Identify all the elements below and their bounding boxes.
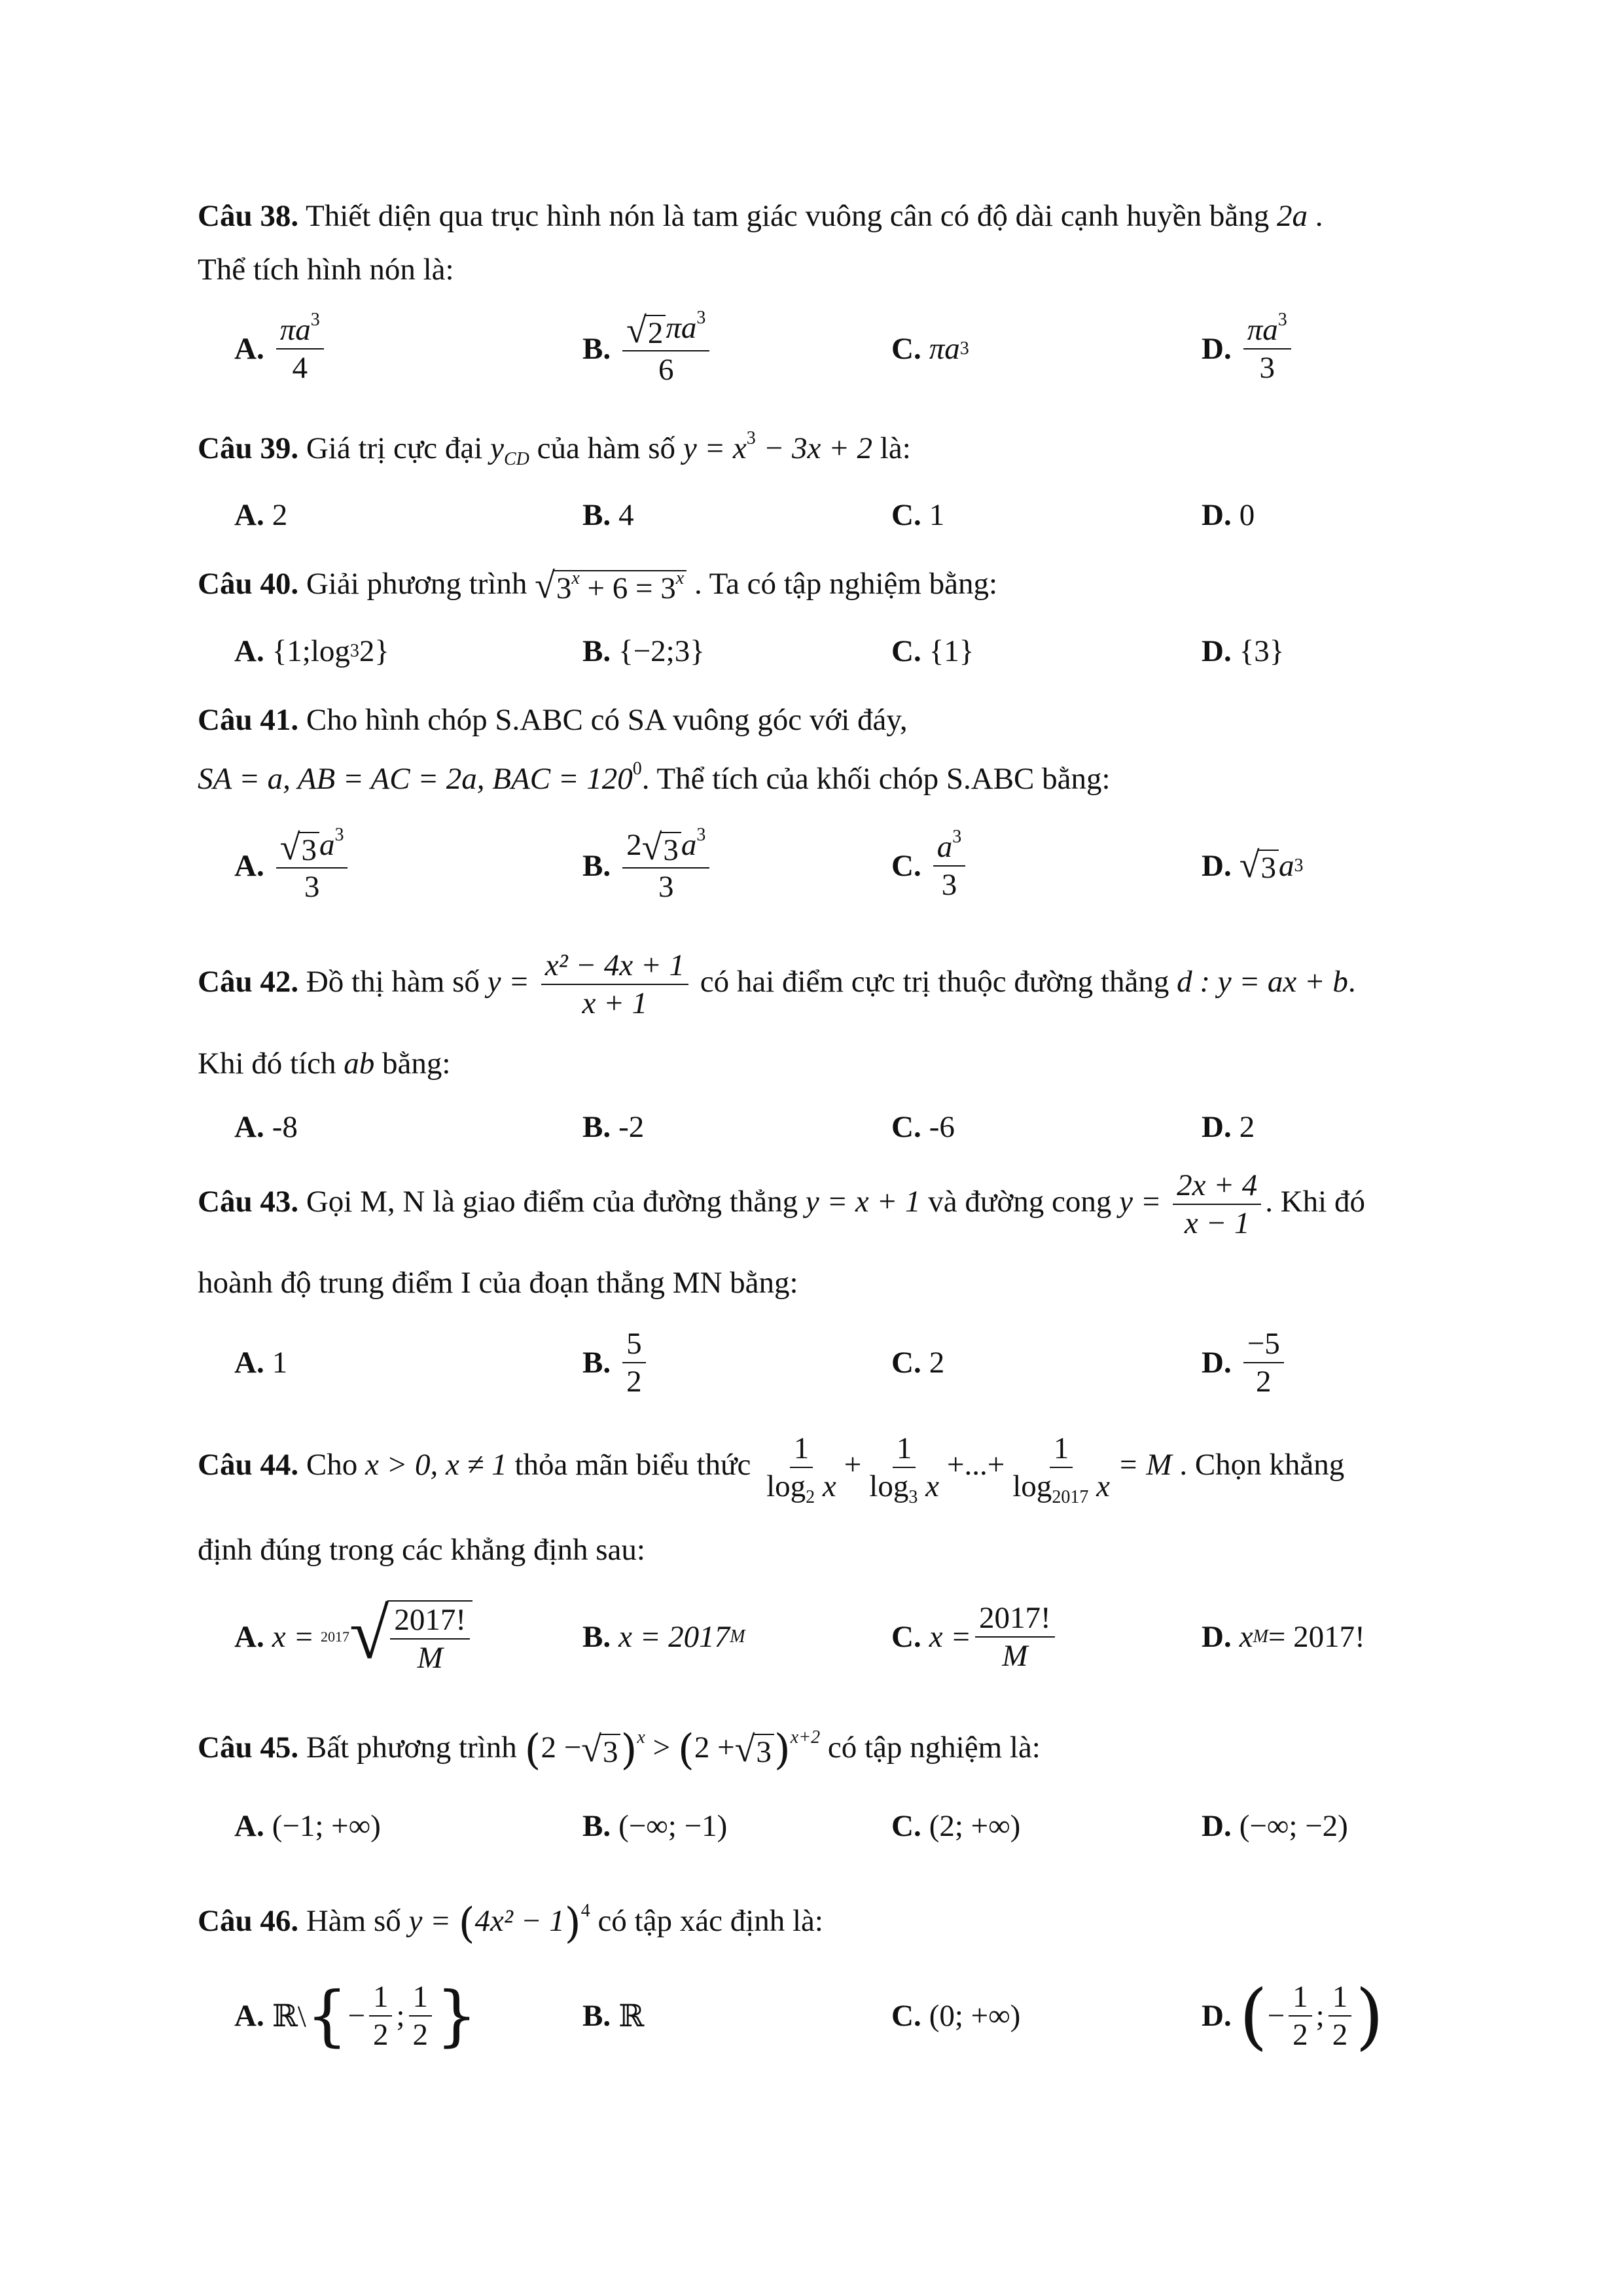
option-value: 4 (618, 498, 634, 532)
option-label: B. (582, 1110, 611, 1144)
question-text: Bất phương trình (306, 1731, 517, 1765)
option-label: A. (234, 332, 264, 366)
question-39-line1 (198, 429, 1441, 468)
question-number: Câu 39. (198, 431, 299, 465)
option-label: C. (891, 498, 921, 532)
option-label: A. (234, 1346, 264, 1380)
question-42-options (0, 1091, 1623, 1163)
subscript: 2017 (1052, 1487, 1089, 1508)
exponent: 3 (310, 310, 320, 330)
option-label: B. (582, 1620, 611, 1654)
denominator: 3 (658, 869, 674, 904)
option-d[interactable] (1202, 1323, 1288, 1402)
option-label: B. (582, 1999, 611, 2033)
fraction (933, 829, 966, 903)
question-end: . Ta có tập nghiệm bằng: (694, 567, 998, 601)
option-value: -6 (929, 1110, 955, 1144)
question-text: Gọi M, N là giao điểm của đường thẳng (306, 1185, 798, 1219)
fraction (975, 1600, 1055, 1674)
fraction (276, 312, 324, 386)
sqrt: √ $3^x + 6 = 3^x$ (535, 567, 687, 605)
denominator: x − 1 (1184, 1206, 1250, 1241)
radicand: 3 (1258, 850, 1279, 885)
sqrt: √ 3 (735, 1731, 774, 1769)
option-c[interactable] (891, 1091, 955, 1163)
question-text-2: Khi đó tích (198, 1047, 336, 1081)
option-label: D. (1202, 634, 1232, 668)
option-value: (−∞; −1) (618, 1809, 728, 1843)
option-value: 2 (1239, 1110, 1255, 1144)
option-a[interactable] (234, 1091, 298, 1163)
denominator: 3 (1259, 351, 1275, 385)
option-label: A. (234, 849, 264, 883)
fraction (390, 1602, 470, 1676)
denominator: 6 (658, 352, 674, 387)
option-b[interactable]: B. x = 2017 M (582, 1620, 745, 1654)
question-text-mid: có hai điểm cực trị thuộc đường thẳng (700, 965, 1169, 999)
fraction (1329, 1979, 1352, 2053)
exponent: 3 (952, 827, 962, 847)
exponent: 3 (696, 308, 706, 329)
question-text: Cho (306, 1448, 358, 1482)
exponent: 0 (632, 759, 642, 779)
numerator: 1 (369, 1979, 393, 2017)
exponent: 3 (696, 825, 706, 846)
numerator: −5 (1243, 1325, 1284, 1363)
question-text: Giá trị cực đại (306, 431, 483, 465)
option-value: (−1; +∞) (272, 1809, 381, 1843)
option-value: {1} (929, 634, 974, 668)
line-equation: d : y = ax + b (1177, 965, 1348, 999)
subscript: 2 (806, 1487, 815, 1508)
question-43-line1 (198, 1162, 1441, 1242)
question-44-line1 (198, 1426, 1441, 1508)
denominator: 2 (1255, 1365, 1272, 1399)
base-left: 2 − (541, 1731, 582, 1765)
option-c[interactable]: C. πa 3 (891, 332, 969, 366)
question-text-mid: thỏa mãn biểu thức (514, 1448, 751, 1482)
option-b[interactable] (582, 1790, 727, 1862)
exponent: 3 (1277, 310, 1287, 330)
question-38-line1 (198, 196, 1441, 236)
option-label: B. (582, 498, 611, 532)
denominator: 4 (292, 351, 308, 385)
question-number: Câu 40. (198, 567, 299, 601)
question-40-line1 (198, 564, 1441, 605)
question-43-line2 (198, 1263, 1441, 1302)
option-a[interactable] (234, 1790, 381, 1862)
exponent: x (637, 1727, 645, 1748)
numerator: 1 (1050, 1430, 1073, 1468)
denominator: 2 (372, 2018, 389, 2052)
radicand: 3 (600, 1734, 621, 1769)
fraction-3 (1008, 1430, 1114, 1508)
question-text-mid: và đường cong (928, 1185, 1112, 1219)
option-label: C. (891, 1110, 921, 1144)
question-41-line2 (198, 759, 1441, 798)
option-c[interactable] (891, 615, 974, 687)
question-46-options (0, 1970, 1623, 2062)
option-b[interactable] (582, 479, 634, 551)
question-end: . Chọn khẳng (1179, 1448, 1345, 1482)
option-value: {−2;3} (618, 634, 705, 668)
option-value: a (1278, 849, 1294, 883)
question-45-options (0, 1790, 1623, 1862)
radicand: 2 (645, 315, 666, 350)
numerator: πa (279, 313, 311, 347)
sqrt: √ 3 (642, 829, 681, 867)
option-label: A. (234, 1809, 264, 1843)
option-label: A. (234, 1110, 264, 1144)
radicand: 3 (753, 1734, 774, 1769)
option-label: D. (1202, 1110, 1232, 1144)
option-a[interactable] (234, 310, 328, 385)
question-end: có tập xác định là: (597, 1904, 823, 1938)
option-b[interactable] (582, 308, 713, 387)
set-r-minus: ℝ\ (272, 1999, 306, 2034)
variable: x (1088, 1469, 1110, 1504)
exponent: 3 (746, 428, 756, 448)
question-end: . Khi đó (1265, 1185, 1365, 1219)
fraction (1243, 1325, 1284, 1400)
lhs: x = (929, 1620, 972, 1654)
option-value: {3} (1239, 634, 1285, 668)
question-text-2: định đúng trong các khẳng định sau: (198, 1533, 645, 1567)
log: log (766, 1469, 806, 1504)
option-value: 1 (272, 1346, 288, 1380)
question-38-options (0, 308, 1623, 387)
option-b[interactable] (582, 615, 705, 687)
inner-expr: 4x² − 1 (474, 1904, 565, 1938)
sqrt: √ 3 (280, 829, 319, 867)
question-text: Hàm số (306, 1904, 401, 1938)
question-44-options (0, 1594, 1623, 1679)
option-label: A. (234, 1999, 264, 2033)
question-number: Câu 46. (198, 1904, 299, 1938)
question-40-options (0, 615, 1623, 687)
exponent: x (675, 568, 685, 589)
variable: x (918, 1469, 939, 1504)
option-value: πa (929, 332, 960, 366)
subscript: CD (503, 449, 529, 469)
option-label: D. (1202, 332, 1232, 366)
numerator: a (936, 830, 953, 864)
math-symbol: ab (344, 1047, 375, 1081)
option-d[interactable] (1202, 1790, 1348, 1862)
question-text-mid: của hàm số (537, 431, 676, 465)
option-label: A. (234, 634, 264, 668)
question-38-line2 (198, 250, 1441, 289)
numerator: a (319, 828, 335, 863)
fraction (622, 310, 709, 387)
question-42-line2 (198, 1044, 1441, 1083)
exponent: x+2 (790, 1727, 821, 1748)
option-tail: 2} (359, 634, 389, 668)
option-d[interactable] (1202, 479, 1255, 551)
fraction (541, 947, 688, 1022)
question-number: Câu 43. (198, 1185, 299, 1219)
denominator: 2 (1332, 2018, 1348, 2052)
question-end: bằng: (382, 1047, 451, 1081)
option-value: -8 (272, 1110, 298, 1144)
radicand-tail: + 6 = 3 (579, 571, 676, 606)
option-a[interactable] (234, 825, 351, 904)
question-41-options (0, 825, 1623, 904)
radicand-base: 3 (556, 571, 572, 606)
function-tail: − 3x + 2 (755, 431, 873, 465)
fraction (409, 1979, 433, 2053)
question-41-line1 (198, 700, 1441, 740)
option-value: x (1239, 1620, 1253, 1654)
radicand: 3 (298, 832, 319, 867)
option-c[interactable] (891, 479, 944, 551)
question-45-line1: Câu 45. Bất phương trình (2 − √ 3 )$^x$ > (2 + √ 3 )$^{x+2}$ có tập nghiệm là: (198, 1726, 1041, 1775)
sqrt: √ 2 (626, 312, 666, 350)
option-label: A. (234, 1620, 264, 1654)
given-values: SA = a, AB = AC = 2a, BAC = 120 (198, 762, 633, 796)
option-c[interactable] (891, 1970, 1020, 2062)
punct: . (1347, 965, 1356, 999)
exponent: 3 (334, 825, 344, 846)
radicand: 3 (660, 832, 681, 867)
option-d[interactable] (1202, 310, 1295, 385)
denominator: 2 (412, 2018, 429, 2052)
question-end: là: (880, 431, 911, 465)
greater-than: > (652, 1731, 671, 1765)
condition: x > 0, x ≠ 1 (365, 1448, 507, 1482)
coefficient: 2 (626, 828, 642, 863)
option-label: A. (234, 498, 264, 532)
function: y = x (683, 431, 747, 465)
nth-root: √ $\frac{2017!}{M}$ (349, 1598, 473, 1676)
option-a[interactable]: A. ℝ\ { − $\frac{1}{2}$ ; $\frac{1}{2}$ } (234, 1977, 478, 2054)
numerator: 5 (622, 1325, 646, 1363)
option-label: D. (1202, 1999, 1232, 2033)
option-value: 1 (929, 498, 945, 532)
base-right: 2 + (694, 1731, 735, 1765)
option-label: D. (1202, 1346, 1232, 1380)
option-b[interactable] (582, 1970, 644, 2062)
numerator: x² − 4x + 1 (541, 947, 688, 985)
ellipsis: +...+ (946, 1448, 1005, 1482)
option-label: D. (1202, 1809, 1232, 1843)
question-text-2: hoành độ trung điểm I của đoạn thẳng MN bằng: (198, 1266, 798, 1300)
option-c[interactable] (891, 1790, 1020, 1862)
question-text: Cho hình chóp S.ABC có SA vuông góc với đáy, (306, 703, 908, 737)
question-text: Giải phương trình (306, 567, 527, 601)
fraction (276, 827, 348, 905)
option-label: C. (891, 1809, 921, 1843)
option-label: B. (582, 1346, 611, 1380)
fraction (1289, 1979, 1312, 2053)
question-42-line1 (198, 942, 1441, 1022)
option-c[interactable] (891, 1594, 1059, 1679)
fraction (622, 1325, 646, 1400)
question-number: Câu 45. (198, 1731, 299, 1765)
sqrt: √ 3 (581, 1731, 620, 1769)
math-symbol: y (490, 431, 504, 465)
option-label: B. (582, 849, 611, 883)
numerator: πa (666, 311, 697, 346)
exponent: x (571, 568, 580, 589)
option-label: B. (582, 634, 611, 668)
question-number: Câu 38. (198, 199, 299, 233)
fraction (1243, 312, 1291, 386)
punct: . (1315, 199, 1323, 233)
line-equation: y = x + 1 (805, 1185, 921, 1219)
option-label: C. (891, 1999, 921, 2033)
denominator: 2 (626, 1365, 642, 1399)
option-value: {1;log (272, 634, 350, 668)
question-text-2: Thể tích hình nón là: (198, 253, 454, 287)
denominator: M (417, 1641, 443, 1675)
question-number: Câu 42. (198, 965, 299, 999)
option-value: 2 (272, 498, 288, 532)
question-number: Câu 41. (198, 703, 299, 737)
option-a[interactable]: A. {1;log 3 2} (234, 634, 389, 668)
option-value: ℝ (618, 1999, 645, 2034)
option-label: D. (1202, 498, 1232, 532)
option-label: B. (582, 332, 611, 366)
denominator: M (1002, 1639, 1028, 1673)
question-39-options (0, 479, 1623, 551)
option-value: (−∞; −2) (1239, 1809, 1348, 1843)
question-text: Thiết diện qua trục hình nón là tam giác vuông cân có độ dài cạnh huyền bằng (306, 199, 1270, 233)
denominator: 3 (941, 868, 957, 902)
option-label: D. (1202, 849, 1232, 883)
denominator: x + 1 (582, 986, 648, 1021)
option-a[interactable] (234, 479, 287, 551)
numerator: 1 (409, 1979, 433, 2017)
math-expr: 2a (1276, 199, 1308, 233)
option-d[interactable]: D. x M = 2017! (1202, 1620, 1365, 1654)
function-lhs: y = (1119, 1185, 1162, 1219)
numerator: 2x + 4 (1173, 1167, 1261, 1205)
option-value: -2 (618, 1110, 645, 1144)
numerator: 1 (790, 1430, 813, 1468)
option-d[interactable] (1202, 615, 1284, 687)
plus-sign: + (844, 1448, 862, 1482)
numerator: 1 (1329, 1979, 1352, 2017)
option-tail: = 2017! (1268, 1620, 1365, 1654)
option-label: C. (891, 634, 921, 668)
log: log (1012, 1469, 1052, 1504)
exponent: 4 (580, 1901, 590, 1921)
numerator: πa (1247, 313, 1278, 347)
option-label: C. (891, 332, 921, 366)
fraction-2 (865, 1430, 943, 1508)
question-end: . Thể tích của khối chóp S.ABC bằng: (641, 762, 1111, 796)
numerator: 1 (893, 1430, 916, 1468)
subscript: 3 (908, 1487, 918, 1508)
fraction (1173, 1167, 1261, 1242)
option-value: 2 (929, 1346, 945, 1380)
option-label: D. (1202, 1620, 1232, 1654)
question-text: Đồ thị hàm số (306, 965, 480, 999)
option-value: (0; +∞) (929, 1999, 1021, 2033)
option-value: (2; +∞) (929, 1809, 1021, 1843)
option-b[interactable] (582, 825, 713, 904)
option-label: C. (891, 849, 921, 883)
numerator: 2017! (975, 1600, 1055, 1638)
denominator: 2 (1293, 2018, 1308, 2052)
equals-m: = M (1117, 1448, 1172, 1482)
option-a[interactable]: A. x = 2017 √ $\frac{2017!}{M}$ (234, 1594, 473, 1679)
fraction (622, 827, 709, 905)
denominator: 3 (304, 869, 320, 904)
option-c[interactable] (891, 827, 969, 902)
option-d[interactable]: D. ( − $\frac{1}{2}$ ; $\frac{1}{2}$ ) (1202, 1974, 1384, 2058)
numerator: 2017! (390, 1602, 470, 1640)
question-44-line2 (198, 1530, 1441, 1570)
function-lhs: y = (487, 965, 529, 999)
option-label: B. (582, 1809, 611, 1843)
option-b[interactable] (582, 1091, 644, 1163)
function-lhs: y = (408, 1904, 451, 1938)
option-d[interactable]: D. √ 3 a 3 (1202, 845, 1304, 886)
option-value: x = 2017 (618, 1620, 730, 1654)
fraction-1 (762, 1430, 840, 1508)
question-end: có tập nghiệm là: (827, 1731, 1041, 1765)
sqrt: √ 3 (1240, 847, 1279, 885)
question-number: Câu 44. (198, 1448, 299, 1482)
option-d[interactable] (1202, 1091, 1255, 1163)
option-b[interactable] (582, 1323, 650, 1402)
option-value: 0 (1239, 498, 1255, 532)
variable: x (815, 1469, 836, 1504)
option-c[interactable] (891, 1323, 944, 1402)
question-46-line1: Câu 46. Hàm số $y = (4x^2 - 1)^4$ có tập xác định là: (198, 1899, 823, 1948)
fraction (369, 1979, 393, 2053)
option-label: C. (891, 1620, 921, 1654)
numerator: a (681, 828, 697, 863)
numerator: 1 (1289, 1979, 1312, 2017)
question-43-options (0, 1323, 1623, 1402)
log: log (869, 1469, 909, 1504)
option-label: C. (891, 1346, 921, 1380)
option-a[interactable] (234, 1323, 287, 1402)
lhs: x = (272, 1620, 315, 1654)
